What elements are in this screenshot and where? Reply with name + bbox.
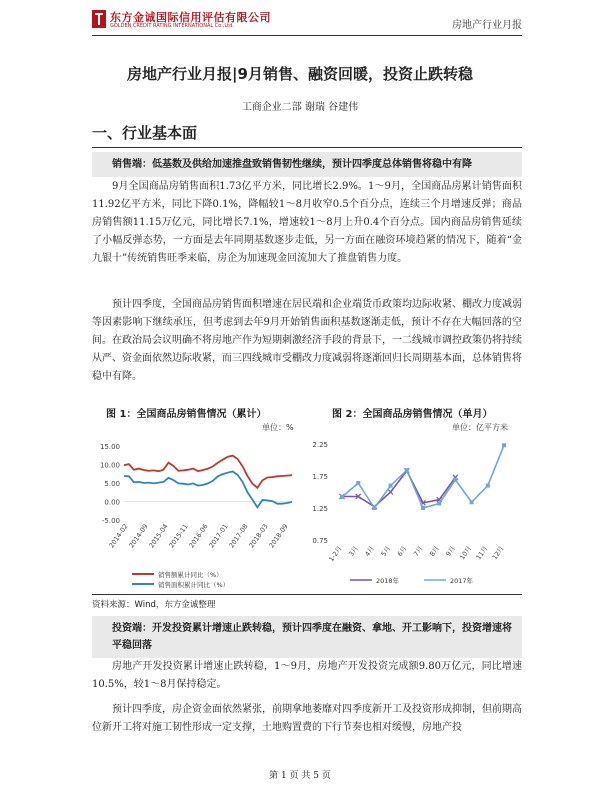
- x-tick-label: 12月: [490, 544, 506, 562]
- source-note: 资料来源：Wind，东方金诚整理: [92, 600, 216, 610]
- series-line-1: [342, 445, 504, 508]
- y-tick-label: -5.00: [101, 517, 120, 525]
- subheading-investment: 投资端：开发投资累计增速止跌转稳，预计四季度在融资、拿地、开工影响下，投资增速将平稳回落: [92, 616, 522, 658]
- y-tick-label: 1.75: [312, 473, 328, 481]
- series-marker-1: [356, 481, 360, 485]
- x-tick-label: 7月: [411, 544, 425, 558]
- paragraph-sales-outlook: 预计四季度，全国商品房销售面积增速在居民端和企业端货币政策均边际收紧、棚改力度减弱等因素影响下继续承压，但考虑到去年9月开始销售面积基数逐渐走低，预计不存在大幅回落的空间。在政治局会议明确不将房地产作为短期刺激经济手段的背景下，一二线城市调控政策仍将持续从严、资金面依然边际收紧，而三四线城市受棚改力度减弱将逐渐回归长周期基本面，总体销售将稳中有降。: [92, 299, 522, 382]
- x-tick-label: 11月: [474, 544, 490, 562]
- x-tick-label: 2018-09: [267, 522, 290, 550]
- org-name-en: GOLDEN CREDIT RATING INTERNATIONAL Co.,Ltd.: [110, 23, 234, 29]
- legend-label: 销售面积累计同比（%）: [158, 581, 230, 589]
- x-tick-label: 3月: [347, 544, 360, 558]
- section-title: 一、行业基本面: [92, 124, 198, 142]
- series-marker-1: [486, 484, 490, 488]
- document-title: 房地产行业月报|9月销售、融资回暖，投资止跌转稳: [127, 65, 473, 83]
- authors-line: 工商企业二部 谢瑞 谷建伟: [241, 102, 359, 113]
- page-footer: 第 1 页 共 5 页: [269, 771, 331, 781]
- y-tick-label: 2.25: [312, 441, 328, 449]
- x-tick-label: 1-2月: [327, 544, 344, 564]
- report-type-label: 房地产行业月报: [452, 20, 522, 31]
- x-tick-label: 2016-06: [187, 522, 210, 550]
- series-marker-1: [470, 500, 474, 504]
- paragraph-investment-outlook: 预计四季度，房企资金面依然紧张，前期拿地萎靡对四季度新开工及投资形成抑制，但前期高位新开工将对施工韧性形成一定支撑，土地购置费的下行节奏也相对缓慢，房地产投: [92, 704, 522, 733]
- series-marker-1: [421, 506, 425, 510]
- x-tick-label: 2014-02: [107, 522, 130, 550]
- source-divider: [92, 594, 522, 595]
- y-tick-label: 1.25: [312, 505, 328, 513]
- y-tick-label: 10.00: [99, 461, 120, 470]
- series-marker-1: [405, 468, 409, 472]
- x-tick-label: 10月: [458, 544, 474, 562]
- figure1-chart: [92, 434, 302, 594]
- figure2-title: 图 2：全国商品房销售情况（单月）: [332, 409, 493, 420]
- page-header: [92, 8, 522, 36]
- series-marker-1: [389, 484, 393, 488]
- x-tick-label: 2017-08: [227, 522, 250, 550]
- x-tick-label: 4月: [363, 544, 377, 558]
- x-tick-label: 6月: [395, 544, 409, 558]
- legend-label: 2017年: [450, 577, 474, 585]
- section-divider: [92, 147, 522, 148]
- y-tick-label: 0.75: [312, 537, 328, 545]
- org-name-cn: 东方金诚国际信用评估有限公司: [110, 11, 271, 24]
- x-tick-label: 2014-09: [127, 522, 150, 550]
- x-tick-label: 2015-04: [147, 522, 170, 550]
- figure1-unit: 单位：%: [262, 423, 294, 432]
- x-tick-label: 2017-01: [207, 522, 230, 550]
- legend-label: 2018年: [376, 577, 400, 585]
- series-marker-0: [388, 490, 393, 495]
- figure1-title: 图 1：全国商品房销售情况（累计）: [106, 409, 267, 420]
- x-tick-label: 9月: [444, 544, 458, 558]
- series-marker-1: [437, 502, 441, 506]
- x-tick-label: 2018-03: [247, 522, 270, 550]
- y-tick-label: 5.00: [104, 480, 120, 488]
- x-tick-label: 2015-11: [167, 522, 190, 550]
- series-marker-1: [372, 506, 376, 510]
- paragraph-investment-summary: 房地产开发投资累计增速止跌转稳，1～9月，房地产开发投资完成额9.80万亿元，同比增速10.5%，较1～8月保持稳定。: [92, 661, 522, 690]
- paragraph-sales-summary: 9月全国商品房销售面积1.73亿平方米，同比增长2.9%。1～9月，全国商品房累计销售面积11.92亿平方米，同比下降0.1%，降幅较1～8月收窄0.5个百分点，连续三个月增速反弹；商品房销售额11.15万亿元，同比增长7.1%，增速较1～8月上升0.4个百分点。国内商品房销售延续了小幅反弹态势，一方面是去年同期基数逐步走低，另一方面在融资环境趋紧的情况下，随着“金九银十”传统销售旺季来临，房企为加速现金回流加大了推盘销售力度。: [92, 181, 522, 264]
- subheading-sales: 销售端：低基数及供给加速推盘致销售韧性继续，预计四季度总体销售将稳中有降: [92, 152, 522, 177]
- y-tick-label: 0.00: [104, 498, 120, 507]
- figure2-unit: 单位：亿平方米: [452, 423, 508, 432]
- company-logo-icon: [92, 10, 106, 28]
- series-marker-1: [453, 478, 457, 482]
- x-tick-label: 5月: [379, 544, 393, 558]
- legend-label: 销售额累计同比（%）: [158, 571, 223, 579]
- x-tick-label: 8月: [428, 544, 441, 558]
- series-marker-1: [502, 443, 506, 447]
- series-marker-1: [340, 495, 344, 499]
- figure2-chart: [308, 434, 522, 594]
- y-tick-label: 15.00: [99, 443, 120, 451]
